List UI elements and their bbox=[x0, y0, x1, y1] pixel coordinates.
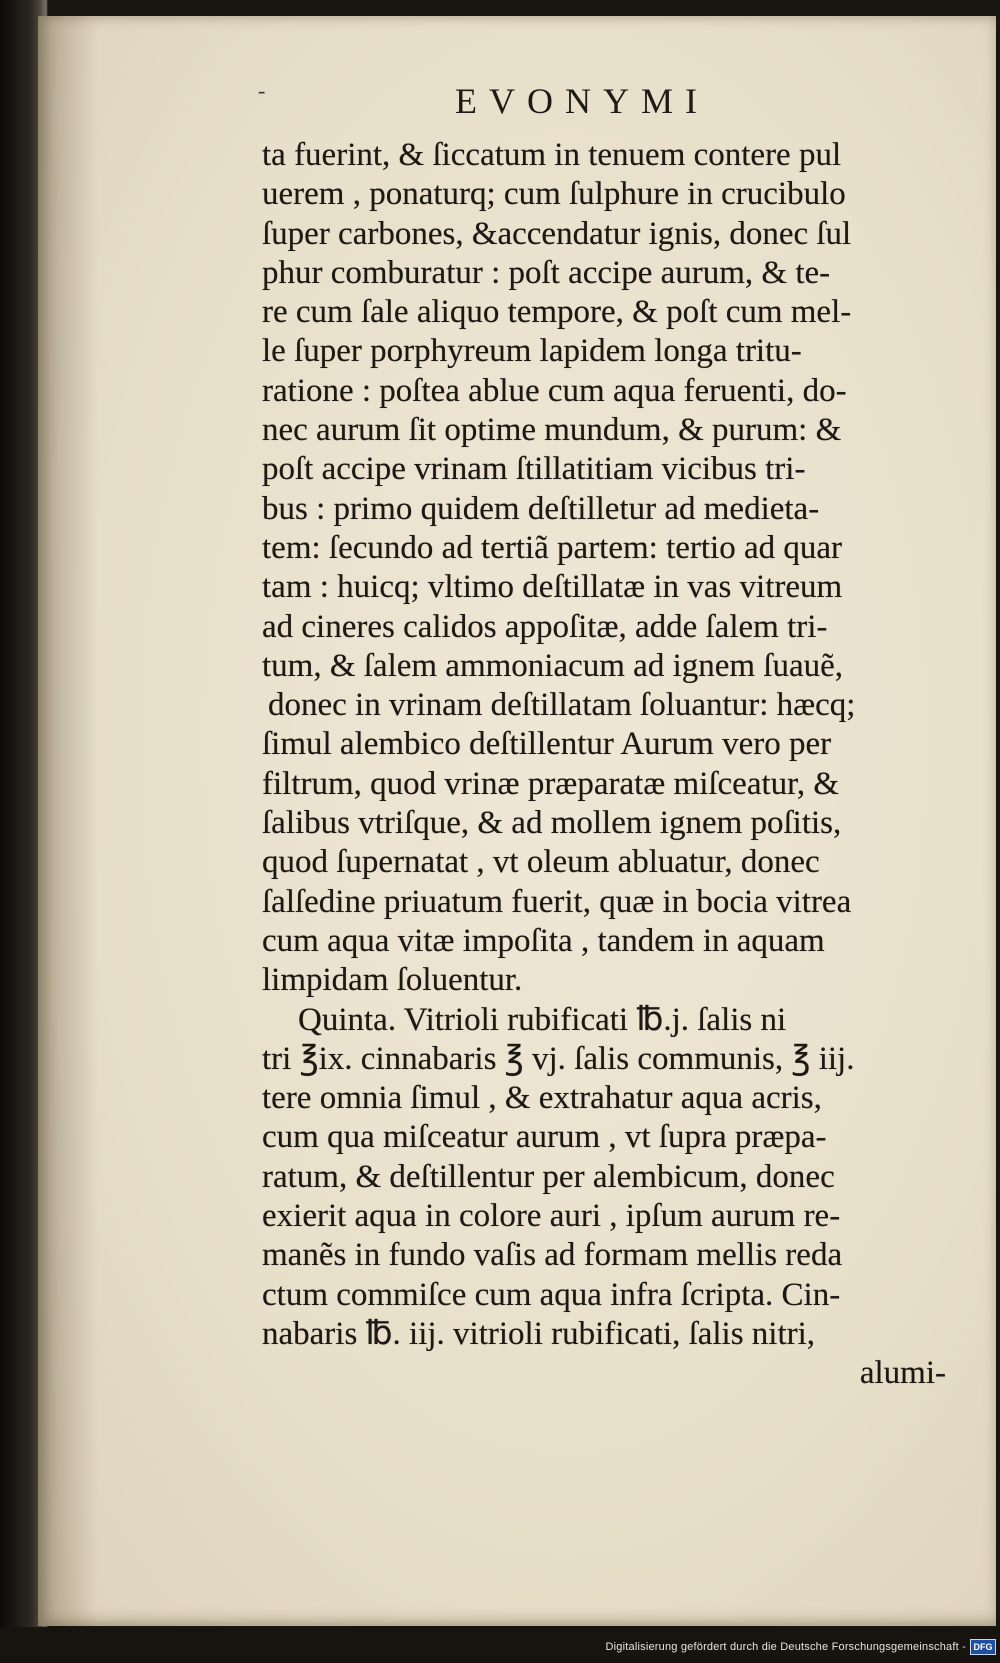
text-line: nec aurum ſit optime mundum, & purum: & bbox=[262, 412, 842, 449]
text-line: poſt accipe vrinam ſtillatitiam vicibus tri- bbox=[262, 451, 806, 488]
funding-note: Digitalisierung gefördert durch die Deutsche Forschungsgemeinschaft - bbox=[605, 1641, 966, 1653]
text-line: limpidam ſoluentur. bbox=[262, 962, 523, 999]
text-line: donec in vrinam deſtillatam ſoluantur: hæcq; bbox=[268, 687, 856, 724]
text-line: re cum ſale aliquo tempore, & poſt cum mel- bbox=[262, 294, 852, 331]
text-line: ſuper carbones, &accendatur ignis, donec ſul bbox=[262, 215, 852, 252]
text-line: ad cineres calidos appoſitæ, adde ſalem tri- bbox=[262, 608, 828, 645]
gutter-shadow bbox=[38, 16, 98, 1626]
text-line: ſimul alembico deſtillentur Aurum vero per bbox=[262, 726, 832, 763]
dfg-logo-icon: DFG bbox=[970, 1639, 996, 1655]
text-line: ratione : poſtea ablue cum aqua feruenti, do- bbox=[262, 372, 847, 409]
text-line: ſalſedine priuatum fuerit, quæ in bocia vitrea bbox=[262, 883, 852, 920]
text-line: phur comburatur : poſt accipe aurum, & te- bbox=[262, 254, 831, 291]
body-text bbox=[262, 136, 952, 1394]
text-line: ctum commiſce cum aqua infra ſcripta. Cin- bbox=[262, 1276, 841, 1313]
section-heading-line: Quinta. Vitrioli rubificati ℔.j. ſalis ni bbox=[298, 1001, 787, 1038]
text-line: tere omnia ſimul , & extrahatur aqua acris, bbox=[262, 1080, 822, 1117]
text-line: quod ſupernatat , vt oleum abluatur, donec bbox=[262, 844, 820, 881]
text-line: ſalibus vtriſque, & ad mollem ignem poſitis, bbox=[262, 805, 842, 842]
text-line: le ſuper porphyreum lapidem longa tritu- bbox=[262, 333, 802, 370]
text-line: manẽs in fundo vaſis ad formam mellis reda bbox=[262, 1237, 843, 1274]
text-line: nabaris ℔. iij. vitrioli rubificati, ſalis nitri, bbox=[262, 1315, 816, 1352]
catchword: alumi- bbox=[859, 1355, 946, 1392]
text-line: uerem , ponaturq; cum ſulphure in crucibulo bbox=[262, 176, 846, 213]
text-line: tem: ſecundo ad tertiã partem: tertio ad quar bbox=[262, 529, 843, 566]
text-line: ta fuerint, & ſiccatum in tenuem contere pul bbox=[262, 137, 842, 173]
text-line: tam : huicq; vltimo deſtillatæ in vas vitreum bbox=[262, 569, 843, 606]
text-line: filtrum, quod vrinæ præparatæ miſceatur, & bbox=[262, 765, 839, 802]
text-line: cum aqua vitæ impoſita , tandem in aquam bbox=[262, 922, 825, 959]
text-line: cum qua miſceatur aurum , vt ſupra præpa- bbox=[262, 1119, 827, 1156]
text-line: bus : primo quidem deſtilletur ad medieta- bbox=[262, 490, 820, 527]
text-line: ratum, & deſtillentur per alembicum, donec bbox=[262, 1158, 835, 1195]
page-mark: - bbox=[258, 78, 266, 103]
text-line: tri ℥ix. cinnabaris ℥ vj. ſalis communis, ℥ iij. bbox=[262, 1040, 855, 1077]
running-head: EVONYMI bbox=[455, 81, 709, 121]
text-line: tum, & ſalem ammoniacum ad ignem ſuauẽ, bbox=[262, 647, 844, 684]
footer-bar bbox=[0, 1627, 1000, 1663]
text-line: exierit aqua in colore auri , ipſum aurum re- bbox=[262, 1198, 841, 1235]
